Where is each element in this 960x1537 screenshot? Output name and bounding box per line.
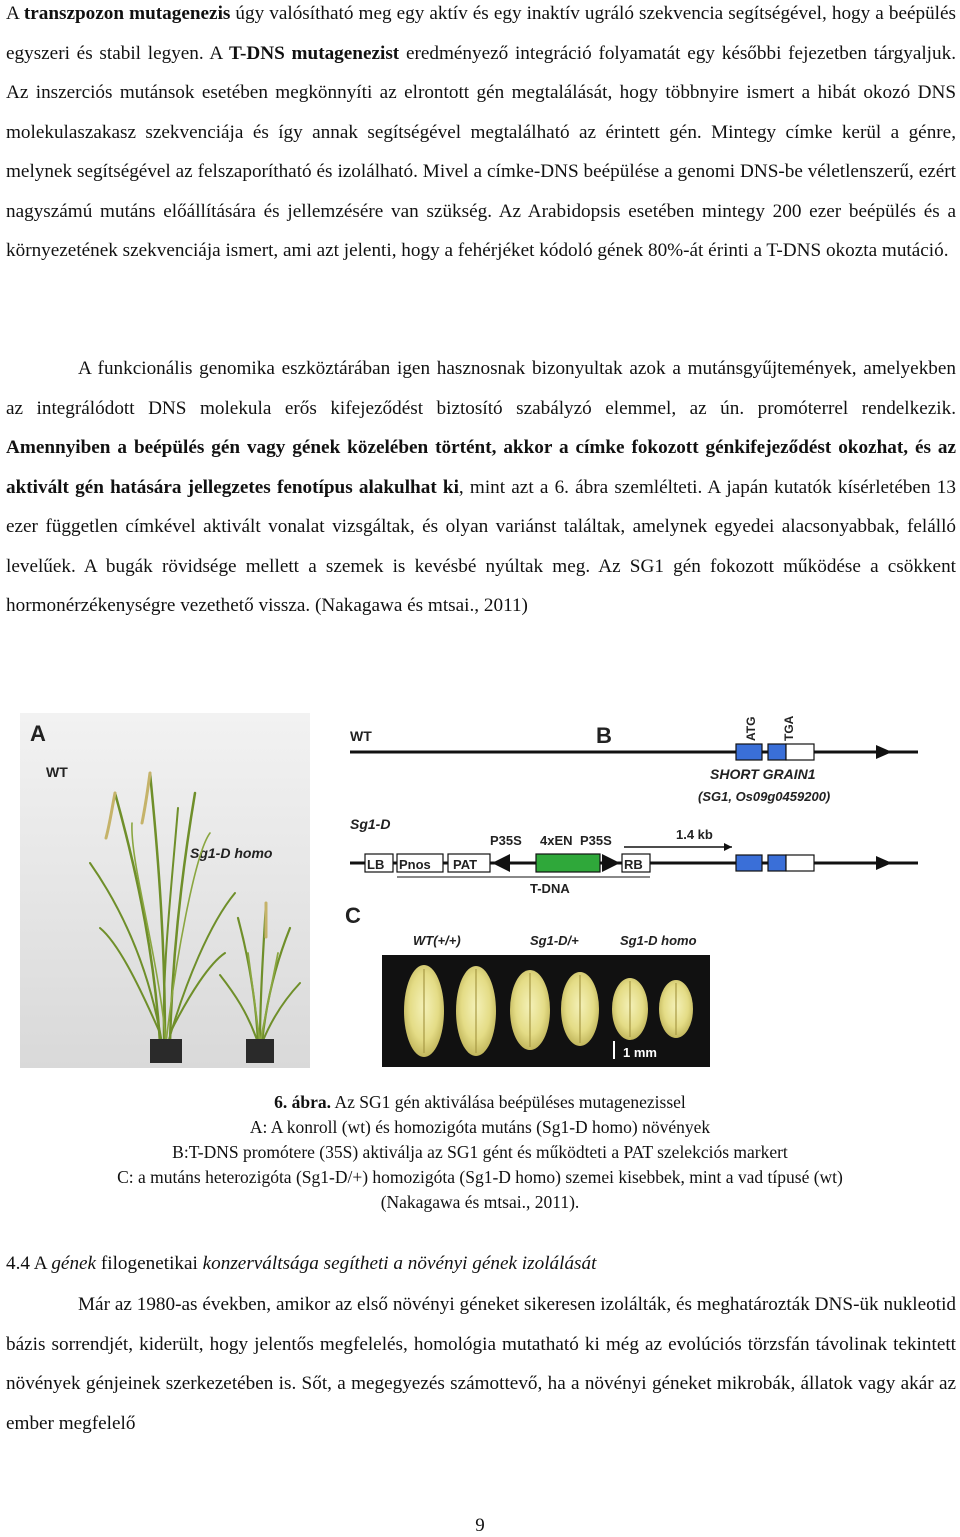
distance-label: 1.4 kb <box>676 827 713 842</box>
heading-italic: konzerváltsága segítheti a növényi gének izolálását <box>202 1253 597 1274</box>
enhancer-label: 4xEN <box>540 833 573 848</box>
tga-label: TGA <box>782 715 796 741</box>
panel-a-mutant-label: Sg1-D homo <box>190 845 273 861</box>
grain-het-label: Sg1-D/+ <box>530 933 579 948</box>
grain-wt-label: WT(+/+) <box>413 933 461 948</box>
caption-line-a: A: A konroll (wt) és homozigóta mutáns (Sg1-D homo) növények <box>249 1117 711 1137</box>
caption-line-c: C: a mutáns heterozigóta (Sg1-D/+) homozigóta (Sg1-D homo) szemei kisebbek, mint a vad típusé (wt) <box>117 1167 843 1187</box>
p35s-right-label: P35S <box>580 833 612 848</box>
panel-b-mutant-label: Sg1-D <box>350 816 391 832</box>
paragraph-transposon <box>6 0 956 271</box>
tdna-label: T-DNA <box>530 881 570 896</box>
p35s-left-arrow <box>492 854 510 872</box>
mutant-pot <box>246 1039 274 1063</box>
panel-c-letter: C <box>345 903 361 928</box>
sg1-exon-1 <box>736 744 762 760</box>
bold-term: T-DNS mutagenezist <box>228 42 400 64</box>
sg1-utr <box>786 744 814 760</box>
p35s-left-label: P35S <box>490 833 522 848</box>
caption-label: 6. ábra. <box>274 1092 332 1112</box>
scale-label: 1 mm <box>623 1045 657 1060</box>
sg1-exon-2 <box>768 744 786 760</box>
paragraph-conservation <box>6 1285 956 1443</box>
rb-label: RB <box>624 857 643 872</box>
panel-b-construct-diagram <box>350 715 918 896</box>
text-run: Már az 1980-as években, amikor az első növényi géneket sikeresen izolálták, és meghatározták DNS-ük nukleotid bázis sorrendjét, kiderült, hogy jelentős megfelelés, homológia mutatható ki még az evolúciós törzsfán távolinak tekintett növények génjeinek szerkezetében is. Sőt, a megegyezés számottevő, ha a növényi géneket mikrobák, állatok vagy akár az ember megfelelő <box>6 1294 956 1434</box>
panel-a-plants <box>20 713 310 1068</box>
caption-line-b: B:T-DNS promótere (35S) aktiválja az SG1 gént és működteti a PAT szelekciós markert <box>172 1142 788 1162</box>
heading-italic: gének <box>51 1253 97 1274</box>
text-run: A funkcionális genomika eszköztárában igen hasznosnak bizonyultak azok a mutánsgyűjtemények, amelyekben az integrálódott DNS molekula erős kifejeződést biztosító szabályzó elemmel, az ún. promóterrel rendelkezik. <box>6 358 956 419</box>
figure-sg1-activation <box>20 713 940 1083</box>
pat-label: PAT <box>453 857 478 872</box>
text-run: , mint azt a 6. ábra szemlélteti. A japán kutatók kísérletében 13 ezer független címkével aktivált vonalat vizsgáltak, és olyan variánst találtak, amelynek egyedei alacsonyabbak, felálló levelűek. A bugák rövidsége mellett a szemek is kevésbé nyúltak meg. Az SG1 gén fokozott működése a csökkent hormonérzékenységre vezethető vissza. (Nakagawa és mtsai., 2011) <box>6 476 956 616</box>
text-run: úgy valósítható meg egy aktív és egy inaktív ugráló szekvencia segítségével, hogy a beépülés egyszeri és stabil legyen. A <box>6 3 956 64</box>
atg-label: ATG <box>744 716 758 741</box>
caption-title: Az SG1 gén aktiválása beépüléses mutagenezissel <box>331 1092 686 1112</box>
panel-c-grains <box>345 903 710 1067</box>
text-run: eredményező integráció folyamatát egy későbbi fejezetben tárgyaljuk. Az inszerciós mutánsok esetében megkönnyíti az elrontott gén megtalálását, hogy többnyire ismert a hibát okozó DNS molekulaszakasz szekvenciája és így annak segítségével megtalálható az érintett gén. Mintegy címke kerül a génre, melynek segítségével az felszaporítható és izolálható. Mivel a címke-DNS beépülése a genomi DNS-be véletlenszerű, ezért nagyszámú mutáns előállítására és jellemzésére van szükség. Az Arabidopsis esetében mintegy 200 ezer beépülés és a környezetének szekvenciája ismert, ami azt jelenti, hogy a fehérjéket kódoló gének 80%-át érinti a T-DNS okozta mutáció. <box>6 42 956 261</box>
text-run: A <box>6 3 24 24</box>
grain-homo-label: Sg1-D homo <box>620 933 697 948</box>
caption-title-line <box>0 1090 960 1115</box>
panel-a-wt-label: WT <box>46 764 68 780</box>
sg1-direction-arrow <box>876 745 892 759</box>
bold-term: transzpozon mutagenezis <box>23 3 231 24</box>
bold-statement: Amennyiben a beépülés gén vagy gének közelében történt, akkor a címke fokozott génkifejeződést okozhat, és az aktivált gén hatására jellegzetes fenotípus alakulhat ki <box>6 437 956 498</box>
section-heading <box>6 1250 956 1278</box>
gene-name-label: SHORT GRAIN1 <box>710 766 816 782</box>
pnos-label: Pnos <box>399 857 431 872</box>
paragraph-functional-genomics <box>6 349 956 626</box>
lb-label: LB <box>367 857 385 872</box>
heading-text: filogenetikai <box>96 1253 203 1274</box>
page-number: 9 <box>475 1515 485 1536</box>
p35s-right-arrow <box>602 854 620 872</box>
panel-b-letter: B <box>596 723 612 748</box>
heading-number: 4.4 A <box>6 1253 52 1274</box>
gene-id-label: (SG1, Os09g0459200) <box>698 789 831 804</box>
wt-pot <box>150 1039 182 1063</box>
panel-b-wt-label: WT <box>350 728 372 744</box>
panel-a-letter: A <box>30 721 46 746</box>
figure-caption <box>0 1090 960 1215</box>
caption-citation: (Nakagawa és mtsai., 2011). <box>380 1192 580 1212</box>
enhancer-box <box>536 854 600 872</box>
